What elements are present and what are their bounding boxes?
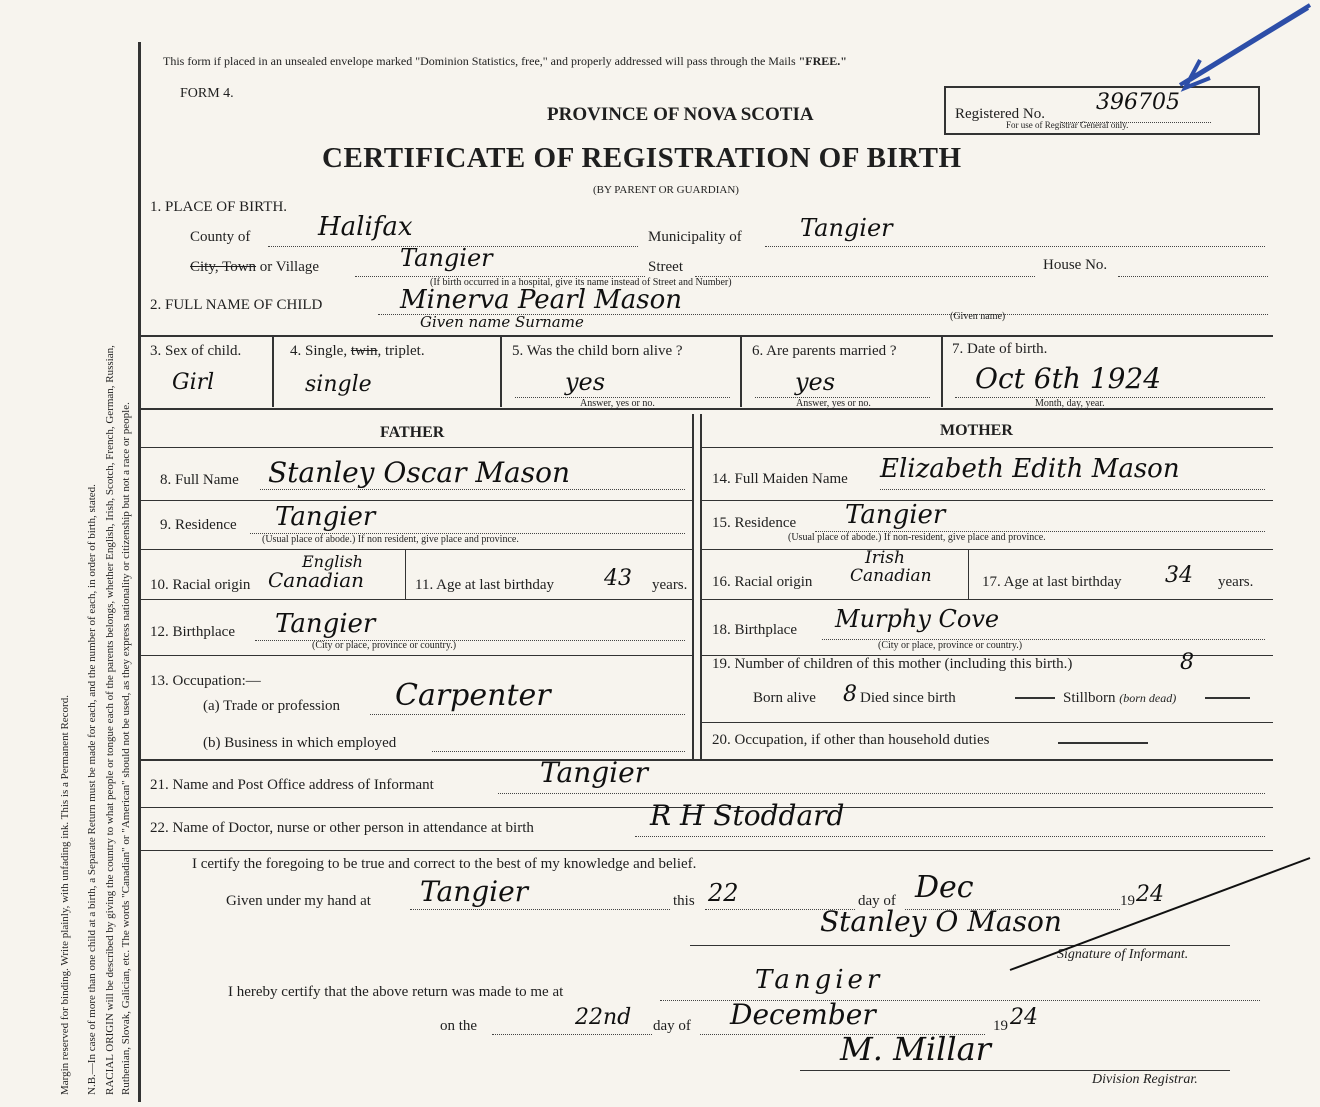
born-alive-count-label: Born alive xyxy=(753,690,816,706)
pen-stroke-icon xyxy=(1000,850,1320,980)
street-label: Street xyxy=(648,259,683,275)
doctor-value: R H Stoddard xyxy=(650,799,845,832)
mother-residence-label: 15. Residence xyxy=(712,515,797,531)
parents-married-value: yes xyxy=(795,368,836,396)
mother-city-note: (City or place, province or country.) xyxy=(878,640,1023,651)
house-no-label: House No. xyxy=(1043,257,1108,273)
num-children-value: 8 xyxy=(1180,650,1194,675)
child-name-label: 2. FULL NAME OF CHILD xyxy=(150,297,323,313)
day-of-label: day of xyxy=(858,893,896,909)
stillborn-label: Stillborn (born dead) xyxy=(1063,690,1177,706)
mother-heading: MOTHER xyxy=(940,422,1013,439)
day-of-2-label: day of xyxy=(653,1018,691,1034)
single-twin-label: 4. Single, twin, triplet. xyxy=(290,343,425,359)
mother-racial-top-value: Irish xyxy=(865,548,905,568)
doctor-label: 22. Name of Doctor, nurse or other person in attendance at birth xyxy=(150,820,534,836)
return-year-value: 24 xyxy=(1010,1005,1038,1030)
sex-value: Girl xyxy=(172,370,215,395)
this-label: this xyxy=(673,893,695,909)
municipality-value: Tangier xyxy=(800,214,893,242)
hospital-note: (If birth occurred in a hospital, give its name instead of Street and Number) xyxy=(430,277,732,288)
signature-informant-label: Signature of Informant. xyxy=(1057,947,1189,962)
pen-mark-icon xyxy=(1170,0,1320,100)
margin-note-multiple-births: N.B.—In case of more than one child at a birth, a Separate Return must be made for each, and the number of each, in order of birth, stated. xyxy=(86,484,98,1095)
occupation-label: 13. Occupation:— xyxy=(150,673,261,689)
informant-label: 21. Name and Post Office address of Informant xyxy=(150,777,434,793)
mother-age-value: 34 xyxy=(1165,563,1193,588)
child-name-note: Given name Surname xyxy=(420,313,584,331)
place-of-birth-label: 1. PLACE OF BIRTH. xyxy=(150,199,288,215)
province-heading: PROVINCE OF NOVA SCOTIA xyxy=(547,104,814,125)
born-alive-count-value: 8 xyxy=(843,682,857,707)
given-under-label: Given under my hand at xyxy=(226,893,371,909)
mother-name-value: Elizabeth Edith Mason xyxy=(880,454,1180,484)
died-since-label: Died since birth xyxy=(860,690,956,706)
father-racial-top-value: English xyxy=(302,552,363,571)
given-at-value: Tangier xyxy=(420,875,529,908)
mother-occupation-label: 20. Occupation, if other than household duties xyxy=(712,732,990,748)
mother-birthplace-value: Murphy Cove xyxy=(835,605,1000,633)
registered-no-label: Registered No. xyxy=(955,106,1045,122)
father-name-value: Stanley Oscar Mason xyxy=(268,456,571,489)
father-age-label: 11. Age at last birthday xyxy=(415,577,554,593)
mother-years-label: years. xyxy=(1218,574,1254,590)
returned-at-value: Tangier xyxy=(755,965,884,995)
certificate-title: CERTIFICATE OF REGISTRATION OF BIRTH xyxy=(322,142,962,174)
year-prefix-label: 19 xyxy=(1120,893,1135,909)
hereby-label: I hereby certify that the above return was made to me at xyxy=(228,984,564,1000)
father-residence-value: Tangier xyxy=(275,502,376,532)
father-city-note: (City or place, province or country.) xyxy=(312,640,457,651)
city-town-village-label: City, Town or Village xyxy=(190,259,320,275)
mother-racial-value: Canadian xyxy=(850,566,932,586)
return-month-value: December xyxy=(730,998,876,1031)
mother-age-label: 17. Age at last birthday xyxy=(982,574,1122,590)
answer-note-5: Answer, yes or no. xyxy=(580,398,655,409)
county-label: County of xyxy=(190,229,251,245)
year-prefix-2-label: 19 xyxy=(993,1018,1008,1034)
village-value: Tangier xyxy=(400,244,493,272)
trade-value: Carpenter xyxy=(395,678,551,713)
registered-no-value: 396705 xyxy=(1096,90,1180,115)
margin-note-racial-origin-cont: Ruthenian, Slovak, Galician, etc. The words "Canadian" or "American" should not be used, as they express nationality or citizenship but not a race or people. xyxy=(120,402,132,1095)
trade-label: (a) Trade or profession xyxy=(203,698,341,714)
municipality-label: Municipality of xyxy=(648,229,742,245)
margin-note-binding: Margin reserved for binding. Write plainly, with unfading ink. This is a Permanent Record. xyxy=(59,695,71,1095)
mother-residence-value: Tangier xyxy=(845,500,946,530)
father-years-label: years. xyxy=(652,577,688,593)
mother-abode-note: (Usual place of abode.) If non-resident, give place and province. xyxy=(788,532,1046,543)
year-value: 24 xyxy=(1136,882,1164,907)
single-value: single xyxy=(305,372,372,397)
given-name-note: (Given name) xyxy=(950,311,1006,322)
father-racial-label: 10. Racial origin xyxy=(150,577,251,593)
informant-value: Tangier xyxy=(540,756,649,789)
father-birthplace-label: 12. Birthplace xyxy=(150,624,235,640)
num-children-label: 19. Number of children of this mother (including this birth.) xyxy=(712,656,1073,672)
county-value: Halifax xyxy=(318,212,413,242)
parents-married-label: 6. Are parents married ? xyxy=(752,343,897,359)
on-the-label: on the xyxy=(440,1018,478,1034)
date-of-birth-label: 7. Date of birth. xyxy=(952,341,1048,357)
division-registrar-label: Division Registrar. xyxy=(1092,1072,1198,1087)
father-name-label: 8. Full Name xyxy=(160,472,239,488)
mother-racial-label: 16. Racial origin xyxy=(712,574,813,590)
father-racial-value: Canadian xyxy=(268,568,365,592)
child-name-value: Minerva Pearl Mason xyxy=(400,285,683,315)
mail-notice: This form if placed in an unsealed envelope marked "Dominion Statistics, free," and properly addressed will pass through the Mails "FREE." xyxy=(163,54,847,68)
date-of-birth-value: Oct 6th 1924 xyxy=(975,362,1162,395)
form-number: FORM 4. xyxy=(180,86,234,101)
born-alive-value: yes xyxy=(565,368,606,396)
registrar-general-note: For use of Registrar General only. xyxy=(1006,120,1129,130)
mother-name-label: 14. Full Maiden Name xyxy=(712,471,848,487)
business-label: (b) Business in which employed xyxy=(203,735,397,751)
sex-label: 3. Sex of child. xyxy=(150,343,242,359)
father-birthplace-value: Tangier xyxy=(275,609,376,639)
certificate-subtitle: (BY PARENT OR GUARDIAN) xyxy=(593,184,739,196)
informant-signature: Stanley O Mason xyxy=(820,905,1062,938)
mother-birthplace-label: 18. Birthplace xyxy=(712,622,797,638)
mdy-note: Month, day, year. xyxy=(1035,398,1105,409)
father-residence-label: 9. Residence xyxy=(160,517,237,533)
father-age-value: 43 xyxy=(604,566,632,591)
margin-note-racial-origin: RACIAL ORIGIN will be described by giving the country to what people or tongue each of the parents belongs, whether English, Irish, Scotch, French, German, Russian, xyxy=(104,345,116,1095)
father-abode-note: (Usual place of abode.) If non resident, give place and province. xyxy=(262,534,519,545)
return-day-value: 22nd xyxy=(575,1005,632,1030)
certify-statement: I certify the foregoing to be true and correct to the best of my knowledge and belief. xyxy=(192,856,697,872)
answer-note-6: Answer, yes or no. xyxy=(796,398,871,409)
father-heading: FATHER xyxy=(380,424,445,441)
day-value: 22 xyxy=(708,879,739,907)
born-alive-label: 5. Was the child born alive ? xyxy=(512,343,683,359)
month-value: Dec xyxy=(915,870,974,905)
left-border xyxy=(138,42,141,1102)
registrar-signature: M. Millar xyxy=(840,1030,991,1068)
